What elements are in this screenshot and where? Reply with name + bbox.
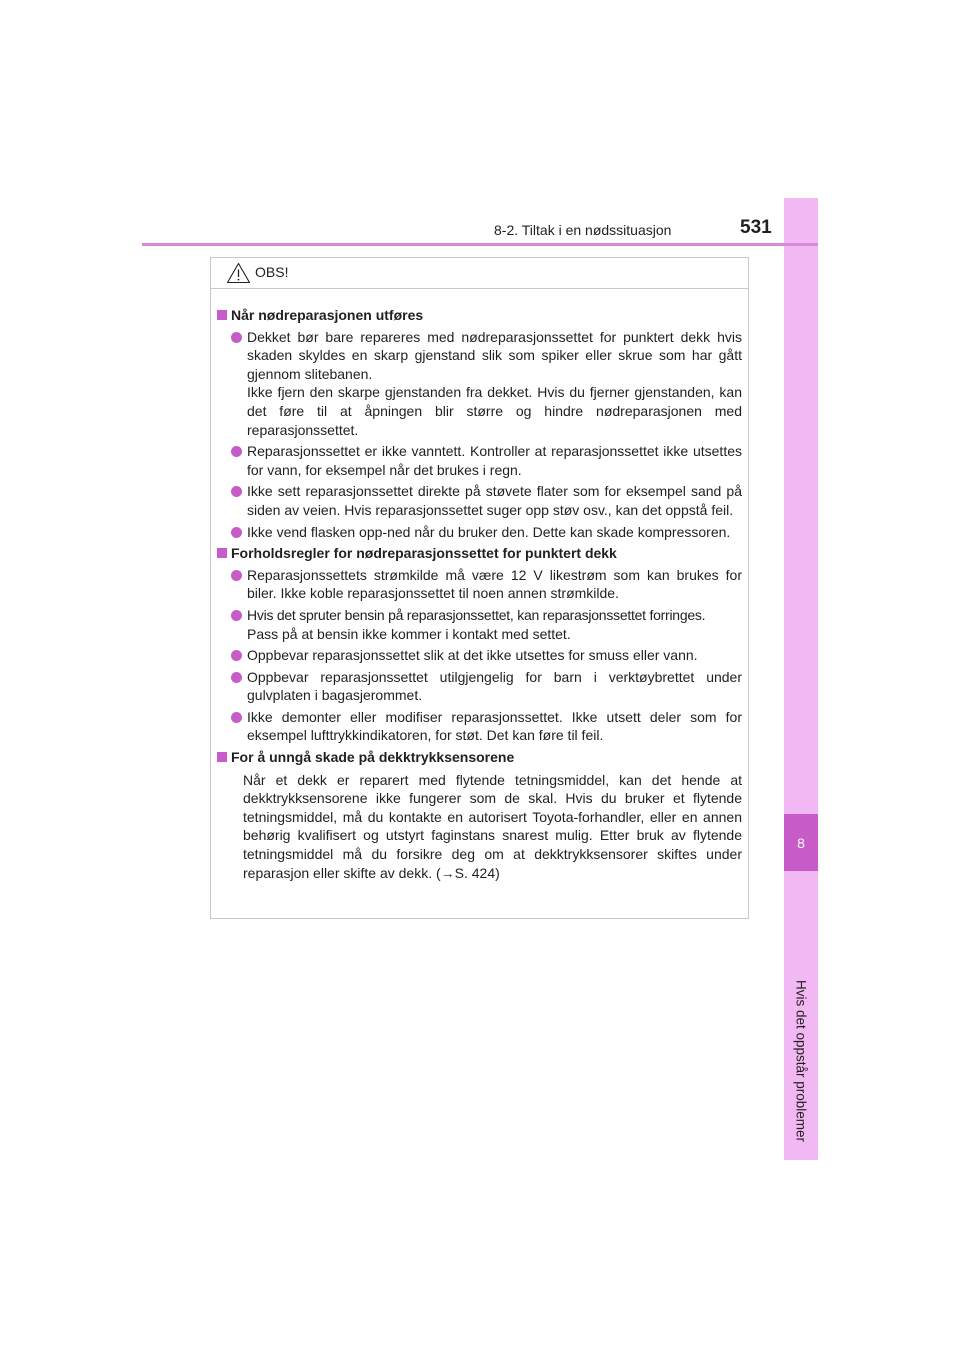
list-item: Ikke sett reparasjonssettet direkte på støvete flater som for eksempel sand på siden av veien. Hvis reparasjonssettet suger opp støv osv., kan det oppstå feil. — [217, 482, 742, 519]
warning-header — [211, 258, 748, 289]
list-item: Ikke demonter eller modifiser reparasjonssettet. Ikke utsett deler som for eksempel lufttrykkindikatoren, for støt. Det kan føre til feil. — [217, 708, 742, 745]
list-item: Ikke vend flasken opp-ned når du bruker den. Dette kan skade kompressoren. — [217, 523, 742, 542]
square-bullet-icon — [217, 310, 227, 320]
section-heading: Forholdsregler for nødreparasjonssettet for punktert dekk — [217, 544, 742, 563]
warning-title: OBS! — [255, 264, 289, 280]
chapter-side-tab — [784, 198, 818, 1160]
section-heading: For å unngå skade på dekktrykksensorene — [217, 748, 742, 767]
warning-triangle-icon — [226, 262, 251, 284]
list-item: Oppbevar reparasjonssettet utilgjengelig for barn i verktøybrettet under gulvplaten i bagasjerommet. — [217, 668, 742, 705]
chapter-label: Hvis det oppstår problemer — [793, 979, 809, 1143]
bullet-icon — [231, 712, 242, 723]
bullet-icon — [231, 446, 242, 457]
bullet-icon — [231, 610, 242, 621]
square-bullet-icon — [217, 752, 227, 762]
paragraph: Når et dekk er reparert med flytende tetningsmiddel, kan det hende at dekktrykksensorene ikke fungerer som de skal. Hvis du bruker et flytende tetningsmiddel, må du kontakte en autorisert Toyota-forhandler, eller en annen behørig kvalifisert og utstyrt faginstans snarest mulig. Etter bruk av flytende tetningsmiddel må du forsikre deg om at dekktrykksensorer skiftes under reparasjon eller skifte av dekk. (→S. 424) — [243, 771, 742, 881]
section-heading: Når nødreparasjonen utføres — [217, 306, 742, 325]
list-item: Reparasjonssettets strømkilde må være 12 V likestrøm som kan brukes for biler. Ikke koble reparasjonssettet til noen annen strømkilde. — [217, 566, 742, 603]
chapter-number: 8 — [784, 814, 818, 871]
bullet-icon — [231, 527, 242, 538]
bullet-icon — [231, 650, 242, 661]
header-rule — [142, 243, 818, 246]
list-item: Hvis det spruter bensin på reparasjonssettet, kan reparasjonssettet forringes. Pass på at bensin ikke kommer i kontakt med settet. — [217, 606, 742, 643]
list-item: Dekket bør bare repareres med nødreparasjonssettet for punktert dekk hvis skaden skyldes en skarp gjenstand slik som spiker eller skrue som har gått gjennom slitebanen. Ikke fjern den skarpe gjenstanden fra dekket. Hvis du fjerner gjenstanden, kan det føre til at åpningen blir større og hindre nødreparasjonen med reparasjonssettet. — [217, 328, 742, 440]
bullet-icon — [231, 672, 242, 683]
bullet-icon — [231, 332, 242, 343]
section-title: 8-2. Tiltak i en nødssituasjon — [494, 222, 672, 238]
square-bullet-icon — [217, 548, 227, 558]
page-number: 531 — [740, 217, 772, 238]
bullet-icon — [231, 570, 242, 581]
list-item: Oppbevar reparasjonssettet slik at det ikke utsettes for smuss eller vann. — [217, 646, 742, 665]
list-item: Reparasjonssettet er ikke vanntett. Kontroller at reparasjonssettet ikke utsettes for vann, for eksempel når det brukes i regn. — [217, 442, 742, 479]
warning-box — [210, 257, 749, 919]
bullet-icon — [231, 486, 242, 497]
warning-content — [211, 289, 748, 882]
